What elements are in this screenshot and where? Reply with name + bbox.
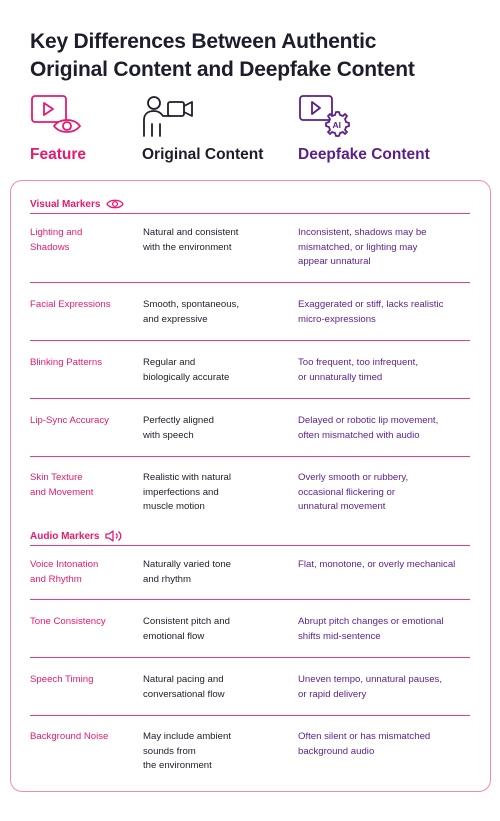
column-header-deepfake [298,94,430,164]
page-title [30,28,470,84]
eye-monitor-icon [30,94,82,138]
eye-icon [106,198,124,210]
divider [30,340,470,341]
original-cell: Natural and consistent with the environment [143,227,239,253]
feature-cell: Background Noise [30,731,109,742]
column-header-feature [30,94,86,164]
title-line-1: Key Differences Between Authentic [30,30,377,53]
column-label-original: Original Content [142,146,264,163]
deepfake-cell: Inconsistent, shadows may be mismatched, or lighting may appear unnatural [298,227,427,268]
section-audio-markers [30,530,123,542]
title-line-2: Original Content and Deepfake Content [30,58,415,81]
speaker-icon [105,530,123,542]
feature-cell: Skin Texture and Movement [30,472,94,498]
deepfake-cell: Overly smooth or rubbery, occasional flickering or unnatural movement [298,472,409,513]
feature-cell: Lighting and Shadows [30,227,83,253]
section-label-audio: Audio Markers [30,530,100,542]
divider [30,213,470,214]
section-label-visual: Visual Markers [30,198,101,210]
divider [30,715,470,716]
divider [30,545,470,546]
section-visual-markers [30,198,124,210]
column-label-feature: Feature [30,146,86,163]
videographer-icon [142,94,194,138]
svg-text:AI: AI [332,120,341,130]
divider [30,456,470,457]
deepfake-cell: Flat, monotone, or overly mechanical [298,559,456,570]
deepfake-cell: Delayed or robotic lip movement, often mismatched with audio [298,415,439,441]
divider [30,599,470,600]
ai-video-icon [298,94,350,138]
divider [30,398,470,399]
column-label-deepfake: Deepfake Content [298,146,430,163]
feature-cell: Speech Timing [30,674,94,685]
original-cell: Consistent pitch and emotional flow [143,616,230,642]
feature-cell: Facial Expressions [30,299,111,310]
feature-cell: Tone Consistency [30,616,106,627]
divider [30,282,470,283]
original-cell: Realistic with natural imperfections and muscle motion [143,472,231,513]
deepfake-cell: Abrupt pitch changes or emotional shifts mid-sentence [298,616,444,642]
original-cell: May include ambient sounds from the environment [143,731,231,772]
feature-cell: Blinking Patterns [30,357,102,368]
deepfake-cell: Too frequent, too infrequent, or unnaturally timed [298,357,419,383]
original-cell: Natural pacing and conversational flow [143,674,225,700]
deepfake-cell: Uneven tempo, unnatural pauses, or rapid delivery [298,674,442,700]
feature-cell: Lip-Sync Accuracy [30,415,109,426]
original-cell: Perfectly aligned with speech [143,415,214,441]
feature-cell: Voice Intonation and Rhythm [30,559,99,585]
column-header-original [142,94,263,164]
original-cell: Smooth, spontaneous, and expressive [143,299,240,325]
deepfake-cell: Exaggerated or stiff, lacks realistic micro-expressions [298,299,444,325]
original-cell: Naturally varied tone and rhythm [143,559,231,585]
divider [30,657,470,658]
original-cell: Regular and biologically accurate [143,357,230,383]
deepfake-cell: Often silent or has mismatched background audio [298,731,431,757]
